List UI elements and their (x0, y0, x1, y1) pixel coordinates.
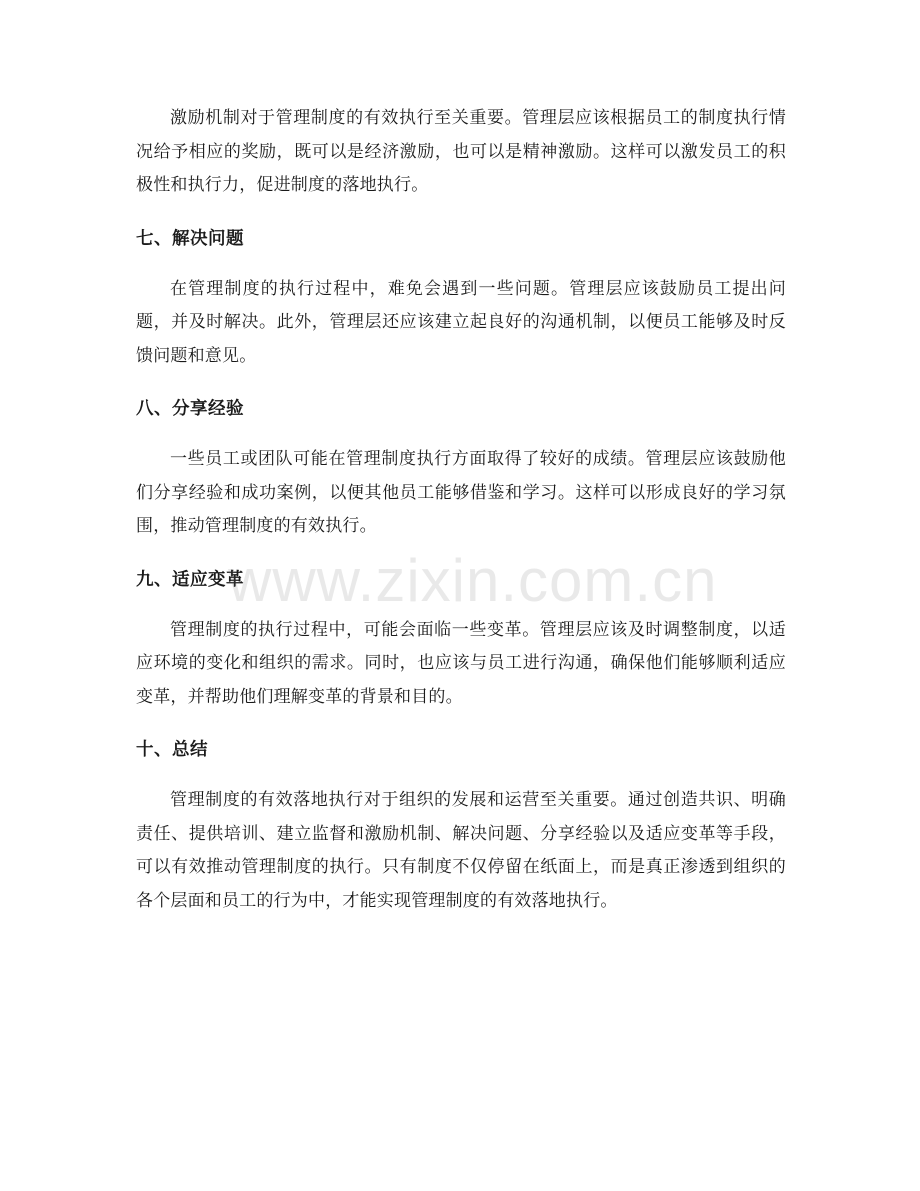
section-heading-adapt-change: 九、适应变革 (136, 569, 244, 590)
section-paragraph-adapt-change: 管理制度的执行过程中，可能会面临一些变革。管理层应该及时调整制度，以适应环境的变化和组织的需求。同时，也应该与员工进行沟通，确保他们能够顺利适应变革，并帮助他们理解变革的背景和目的。 (136, 619, 786, 707)
section-paragraph-solve-problems: 在管理制度的执行过程中，难免会遇到一些问题。管理层应该鼓励员工提出问题，并及时解决。此外，管理层还应该建立起良好的沟通机制，以便员工能够及时反馈问题和意见。 (136, 278, 786, 366)
intro-paragraph: 激励机制对于管理制度的有效执行至关重要。管理层应该根据员工的制度执行情况给予相应的奖励，既可以是经济激励，也可以是精神激励。这样可以激发员工的积极性和执行力，促进制度的落地执行。 (136, 108, 786, 195)
watermark: www.zixin.com.cn (228, 547, 718, 614)
document-body (136, 102, 786, 918)
section-heading-share-experience: 八、分享经验 (136, 399, 244, 419)
section-paragraph-share-experience: 一些员工或团队可能在管理制度执行方面取得了较好的成绩。管理层应该鼓励他们分享经验和成功案例，以便其他员工能够借鉴和学习。这样可以形成良好的学习氛围，推动管理制度的有效执行。 (136, 449, 786, 536)
section-heading-solve-problems: 七、解决问题 (136, 228, 244, 249)
section-heading-summary: 十、总结 (136, 740, 208, 760)
section-paragraph-summary: 管理制度的有效落地执行对于组织的发展和运营至关重要。通过创造共识、明确责任、提供培训、建立监督和激励机制、解决问题、分享经验以及适应变革等手段，可以有效推动管理制度的执行。只有制度不仅停留在纸面上，而是真正渗透到组织的各个层面和员工的行为中，才能实现管理制度的有效落地执行。 (136, 790, 786, 911)
